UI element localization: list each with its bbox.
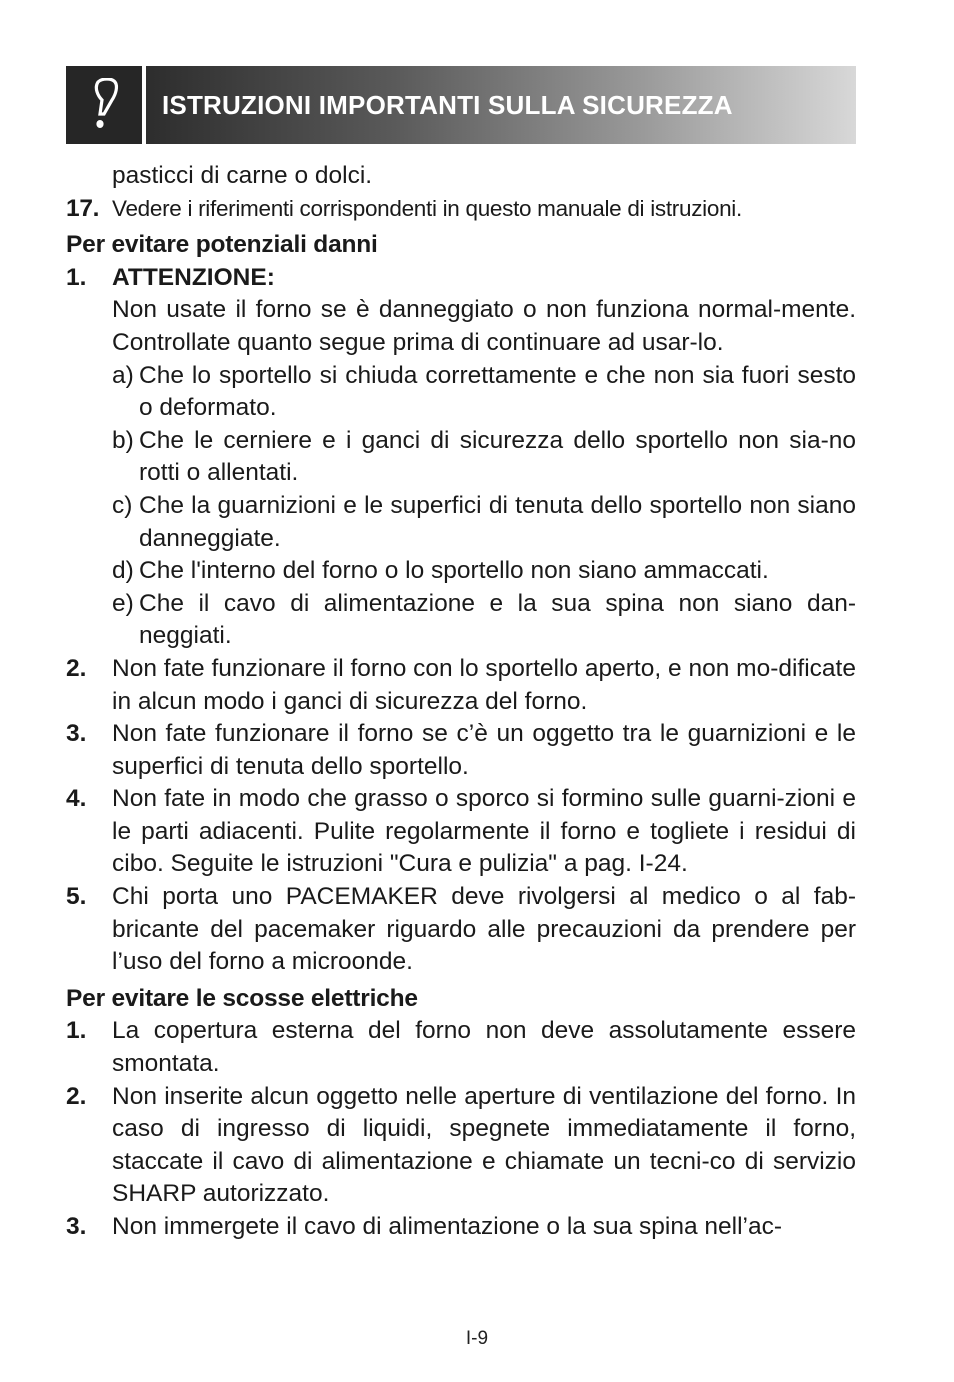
list-item-17 [66, 193, 856, 226]
intro-continuation: pasticci di carne o dolci. [112, 162, 373, 189]
item-number: 17. [66, 194, 100, 222]
item-number: 3. [66, 1213, 87, 1240]
sub-item [66, 425, 856, 490]
list-item [66, 1081, 856, 1211]
item-text: Non immergete il cavo di alimentazione o la sua spina nell’ac- [112, 1213, 783, 1240]
sub-item [66, 360, 856, 425]
sub-item-label: b) [112, 426, 134, 454]
sub-item [66, 555, 856, 588]
page-number: I-9 [465, 1328, 489, 1349]
item-text: Non fate in modo che grasso o sporco si formino sulle guarni-zioni e le parti adiacenti. Pulite regolarmente il forno e togliete i residui di cibo. Seguite le istruzioni "Cura e pulizia" a pag. I-24. [112, 785, 856, 878]
list-item [66, 1211, 856, 1244]
section-title-electric-shock: Per evitare le scosse elettriche [66, 984, 418, 1012]
item-subtext: Non usate il forno se è danneggiato o non funziona normal-mente. Controllate quanto segue prima di continuare ad usar-lo. [112, 296, 856, 356]
item-number: 4. [66, 785, 87, 813]
sub-item-text: Che lo sportello si chiuda correttamente e che non sia fuori sesto o deformato. [139, 361, 856, 422]
sub-item [66, 490, 856, 555]
sub-item-label: a) [112, 361, 134, 389]
sub-item-text: Che le cerniere e i ganci di sicurezza dello sportello non sia-no rotti o allentati. [139, 426, 856, 487]
item-number: 2. [66, 654, 87, 682]
sub-item-text: Che l'interno del forno o lo sportello non siano ammaccati. [139, 557, 769, 585]
item-text: Chi porta uno PACEMAKER deve rivolgersi al medico o al fab-bricante del pacemaker riguardo alle precauzioni da prendere per l’uso del forno a microonde. [112, 883, 856, 976]
item-text: Non inserite alcun oggetto nelle aperture di ventilazione del forno. In caso di ingresso di liquidi, spegnete immediatamente il forno, staccate il cavo di alimentazione e chiamate un tecni-co di servizio SHARP autorizzato. [112, 1082, 856, 1208]
list-item [66, 262, 856, 295]
item-text: Non fate funzionare il forno con lo sportello aperto, e non mo-dificate in alcun modo i ganci di sicurezza del forno. [112, 654, 856, 715]
item-text: La copertura esterna del forno non deve assolutamente essere smontata. [112, 1017, 856, 1078]
list-item [66, 881, 856, 979]
sub-item-label: d) [112, 557, 134, 585]
sub-item-label: c) [112, 491, 133, 519]
list-item [66, 1015, 856, 1080]
item-text: ATTENZIONE: [112, 263, 275, 291]
sub-item-text: Che la guarnizioni e le superfici di tenuta dello sportello non siano danneggiate. [139, 491, 856, 552]
item-text: Vedere i riferimenti corrispondenti in questo manuale di istruzioni. [112, 195, 742, 221]
item-number: 1. [66, 1017, 87, 1045]
section-title-damage: Per evitare potenziali danni [66, 231, 378, 259]
header-bar [146, 66, 856, 144]
item-text: Non fate funzionare il forno se c’è un oggetto tra le guarnizioni e le superfici di tenuta dello sportello. [112, 720, 856, 780]
sub-item [66, 588, 856, 653]
page-header [66, 66, 856, 144]
item-number: 3. [66, 720, 87, 748]
sub-item-text: Che il cavo di alimentazione e la sua spina non siano dan-neggiati. [139, 589, 856, 650]
header-icon-box [66, 66, 142, 144]
list-item [66, 783, 856, 881]
item-number: 1. [66, 263, 87, 291]
item-number: 2. [66, 1082, 87, 1110]
sub-item-label: e) [112, 589, 134, 617]
warning-exclamation-icon [88, 78, 120, 132]
page-title: ISTRUZIONI IMPORTANTI SULLA SICUREZZA [162, 89, 733, 120]
list-item [66, 653, 856, 718]
document-body [66, 160, 856, 1244]
item-number: 5. [66, 883, 87, 911]
list-item [66, 718, 856, 783]
